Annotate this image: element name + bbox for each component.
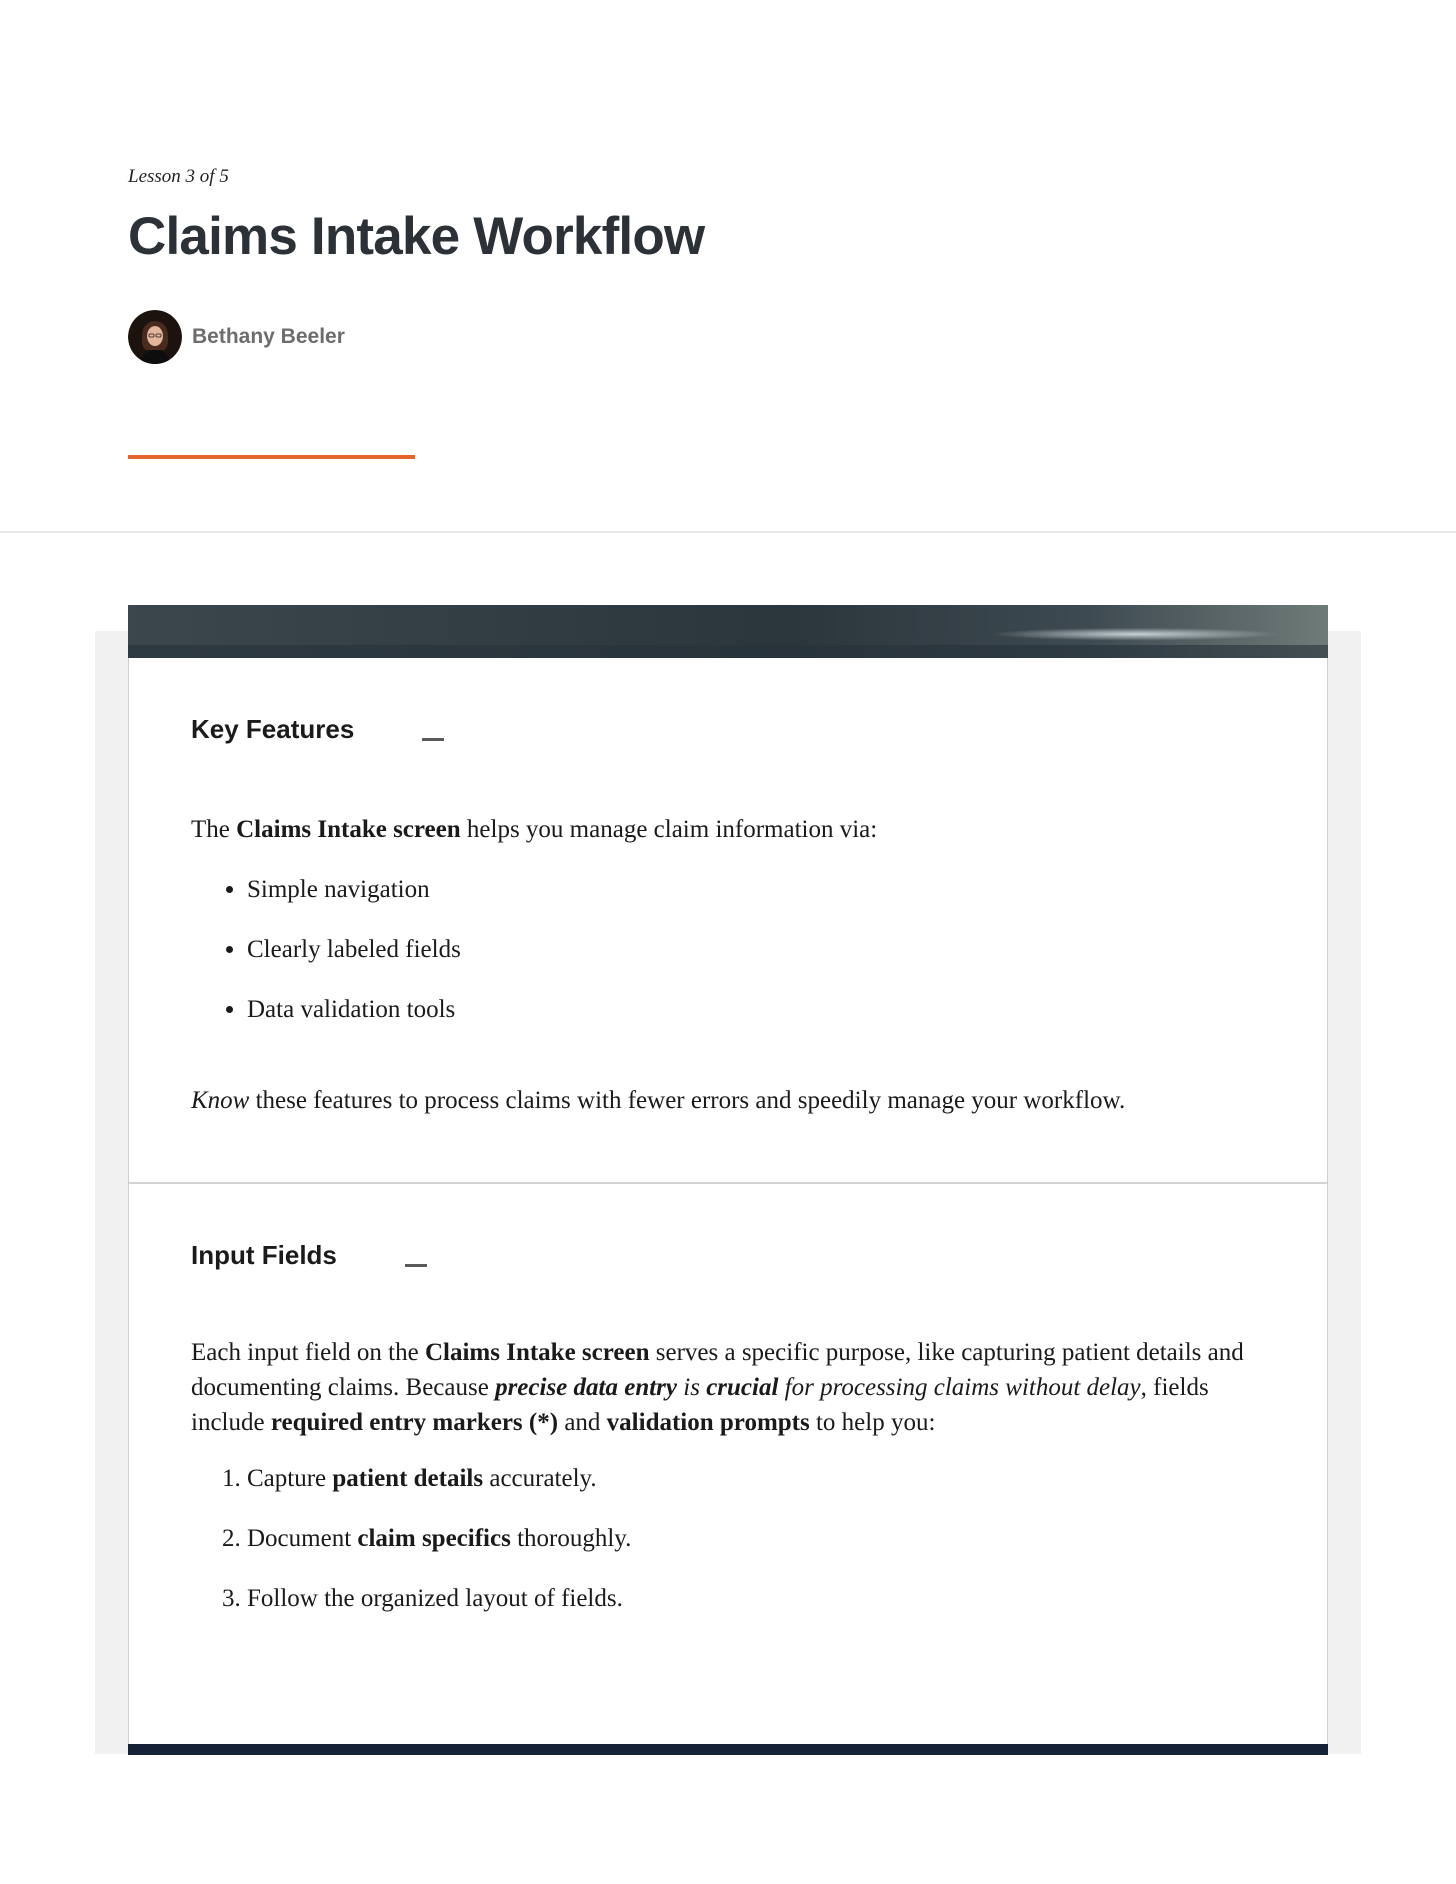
fields-paragraph: Each input field on the Claims Intake screen serves a specific purpose, like capturing patient details and documenting claims. Because precise data entry is crucial for processing claims without delay, fields include required entry markers (*) and validation prompts to help you: <box>191 1339 1244 1436</box>
author-name: Bethany Beeler <box>192 325 345 348</box>
author-byline <box>128 310 345 364</box>
list-item: • Simple navigation <box>247 872 461 932</box>
section-title: Input Fields <box>191 1240 337 1270</box>
lesson-progress-bar <box>128 455 415 459</box>
banner-image <box>128 605 1328 658</box>
list-item: 1. Capture patient details accurately. <box>247 1461 631 1521</box>
collapse-minus-icon[interactable] <box>422 738 444 741</box>
header-divider <box>0 531 1456 533</box>
feature-list <box>191 872 461 1052</box>
collapse-minus-icon[interactable] <box>405 1264 427 1267</box>
lesson-progress-label: Lesson 3 of 5 <box>128 166 229 187</box>
lesson-card <box>128 658 1328 1744</box>
steps-list <box>191 1461 631 1641</box>
list-item: • Data validation tools <box>247 992 461 1052</box>
section-title: Key Features <box>191 714 355 744</box>
section-key-features <box>129 658 1327 1183</box>
section-input-fields <box>129 1184 1327 1744</box>
intro-paragraph: The Claims Intake screen helps you manage claim information via: <box>191 816 878 843</box>
list-item: 2. Document claim specifics thoroughly. <box>247 1521 631 1581</box>
bottom-bar <box>128 1744 1328 1755</box>
lesson-progress-fill <box>128 455 415 459</box>
author-avatar <box>128 310 182 364</box>
section-header[interactable] <box>191 714 444 745</box>
closing-paragraph: Know these features to process claims with fewer errors and speedily manage your workflow. <box>191 1087 1126 1114</box>
section-header[interactable] <box>191 1240 427 1271</box>
page-title: Claims Intake Workflow <box>128 207 705 266</box>
list-item: 3. Follow the organized layout of fields. <box>247 1581 631 1641</box>
list-item: • Clearly labeled fields <box>247 932 461 992</box>
